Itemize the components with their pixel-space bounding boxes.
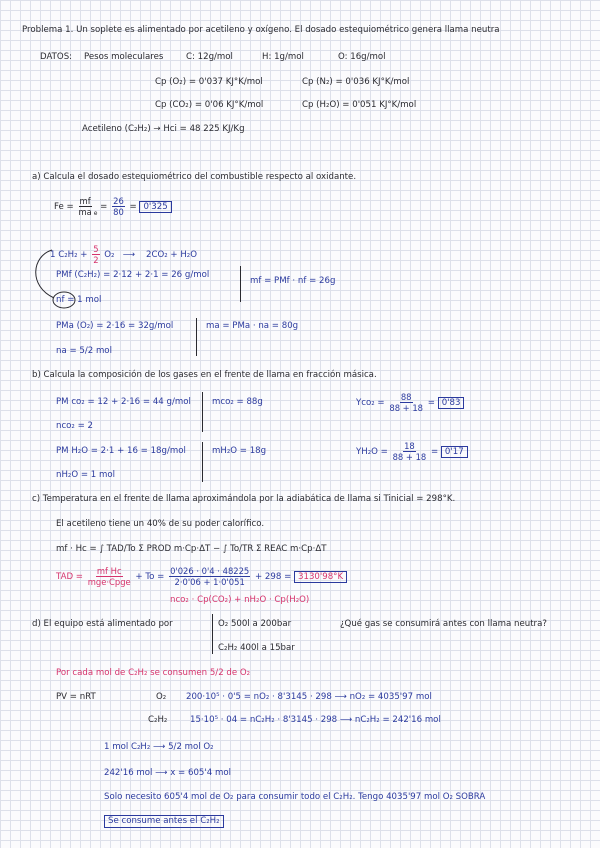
na-line: na = 5/2 mol [56, 346, 112, 356]
energy-balance: mf · Hc = ∫ TAD/To Σ PROD m·Cp·ΔT − ∫ To/TR Σ REAC m·Cp·ΔT [56, 544, 327, 554]
acetileno-hci: Acetileno (C₂H₂) → Hci = 48 225 KJ/Kg [82, 124, 245, 134]
y-co2-result: 0'83 [438, 397, 465, 409]
brace-b1 [202, 392, 203, 432]
brace-b2 [202, 442, 203, 482]
pm-co2-line: PM co₂ = 12 + 2·16 = 44 g/mol [56, 397, 191, 407]
question-c: c) Temperatura en el frente de llama aproximándola por la adiabática de llama si Tinicial = 298°K. [32, 494, 456, 504]
pesos-label: Pesos moleculares [84, 52, 164, 62]
pmf-line: PMf (C₂H₂) = 2·12 + 2·1 = 26 g/mol [56, 270, 210, 280]
o2-supply: O₂ 500l a 200bar [218, 619, 292, 629]
y-co2-formula: Yco₂ = $\frac{88}{88 + 18}$ = 0'83 [356, 392, 464, 413]
circle-mark [52, 290, 78, 310]
n-co2-line: nco₂ = 2 [56, 421, 94, 431]
pma-line: PMa (O₂) = 2·16 = 32g/mol [56, 321, 174, 331]
pv-nrt: PV = nRT [56, 692, 96, 702]
ratio-line-2: 242'16 mol ⟶ x = 605'4 mol [104, 768, 231, 778]
m-h2o-line: mH₂O = 18g [212, 446, 267, 456]
mf-line: mf = PMf · nf = 26g [250, 276, 336, 286]
cp-n2: Cp (N₂) = 0'036 KJ°K/mol [302, 77, 410, 87]
pm-h: H: 1g/mol [262, 52, 304, 62]
tad-formula: TAD = $\frac{\text{mf Hc}}{\text{mge·Cpge}}$ + To = $\frac{0'026 \cdot 0'4 \cdot 48225}{2\cdot 0'06 + 1\cdot 0'051}$ + 298 = 3130'98°K [56, 566, 347, 587]
fe-formula: Fe = $\frac{mf}{ma}$ $_e$ = $\frac{26}{80}$ = 0'325 [54, 196, 172, 219]
n-h2o-line: nH₂O = 1 mol [56, 470, 115, 480]
note-c: El acetileno tiene un 40% de su poder calorífico. [56, 519, 265, 529]
reaction: 1 C₂H₂ + $\frac{5}{2}$ O₂ ⟶ 2CO₂ + H₂O [50, 244, 197, 265]
o2-label: O₂ [156, 692, 167, 702]
final-answer: Se consume antes el C₂H₂ [104, 815, 224, 828]
cp-co2: Cp (CO₂) = 0'06 KJ°K/mol [155, 100, 264, 110]
question-d2: ¿Qué gas se consumirá antes con llama neutra? [340, 619, 547, 629]
conclusion: Solo necesito 605'4 mol de O₂ para consumir todo el C₂H₂. Tengo 4035'97 mol O₂ SOBRA [104, 792, 486, 802]
question-d: d) El equipo está alimentado por [32, 619, 173, 629]
m-co2-line: mco₂ = 88g [212, 397, 263, 407]
y-h2o-result: 0'17 [441, 446, 468, 458]
question-a: a) Calcula el dosado estequiométrico del combustible respecto al oxidante. [32, 172, 357, 182]
o2-equation: 200·10⁵ · 0'5 = nO₂ · 8'3145 · 298 ⟶ nO₂ = 4035'97 mol [186, 692, 432, 702]
tad-result: 3130'98°K [294, 571, 347, 583]
cp-h2o: Cp (H₂O) = 0'051 KJ°K/mol [302, 100, 417, 110]
c2h2-equation: 15·10⁵ · 04 = nC₂H₂ · 8'3145 · 298 ⟶ nC₂H₂ = 242'16 mol [190, 715, 441, 725]
pm-c: C: 12g/mol [186, 52, 233, 62]
nf-line: nf = 1 mol [56, 295, 102, 305]
brace-d [212, 614, 213, 654]
c2h2-label: C₂H₂ [148, 715, 168, 725]
c2h2-supply: C₂H₂ 400l a 15bar [218, 643, 295, 653]
pm-o: O: 16g/mol [338, 52, 386, 62]
ma-line: ma = PMa · na = 80g [206, 321, 299, 331]
fe-result: 0'325 [139, 201, 171, 213]
y-h2o-formula: YH₂O = $\frac{18}{88 + 18}$ = 0'17 [356, 441, 468, 462]
brace-a1 [240, 266, 241, 302]
brace-a2 [196, 318, 197, 356]
datos-label: DATOS: [40, 52, 73, 62]
problem-statement: Problema 1. Un soplete es alimentado por acetileno y oxígeno. El dosado estequiométrico genera llama neutra [22, 25, 500, 35]
ratio-line-1: 1 mol C₂H₂ ⟶ 5/2 mol O₂ [104, 742, 214, 752]
cp-o2: Cp (O₂) = 0'037 KJ°K/mol [155, 77, 263, 87]
question-b: b) Calcula la composición de los gases en el frente de llama en fracción másica. [32, 370, 377, 380]
por-cada: Por cada mol de C₂H₂ se consumen 5/2 de O₂ [56, 668, 251, 678]
denominator-note: nco₂ · Cp(CO₂) + nH₂O · Cp(H₂O) [170, 595, 310, 605]
pm-h2o-line: PM H₂O = 2·1 + 16 = 18g/mol [56, 446, 186, 456]
